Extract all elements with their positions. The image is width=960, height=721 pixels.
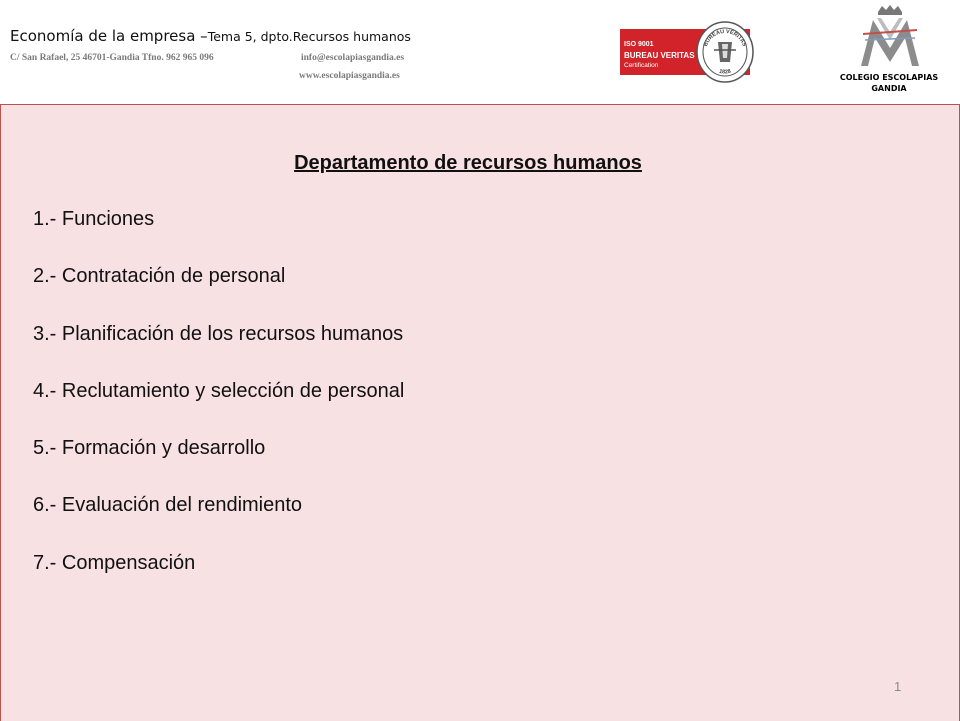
list-item: 5.- Formación y desarrollo xyxy=(33,437,266,460)
list-item: 6.- Evaluación del rendimiento xyxy=(33,494,303,517)
list-item: 3.- Planificación de los recursos humanos xyxy=(33,322,404,345)
slide-content xyxy=(0,104,960,721)
seal-year-text: 1828 xyxy=(718,68,732,76)
school-name-line1: COLEGIO ESCOLAPIAS xyxy=(839,73,939,82)
course-title: Economía de la empresa – xyxy=(10,27,208,45)
bureau-veritas-label: BUREAU VERITAS xyxy=(624,51,695,60)
school-address: C/ San Rafael, 25 46701-Gandia Tfno. 962 965 096 xyxy=(10,53,214,63)
list-item: 7.- Compensación xyxy=(33,551,196,574)
iso-label: ISO 9001 xyxy=(624,41,654,48)
page-number: 1 xyxy=(894,679,902,694)
school-name-line2: GANDIA xyxy=(871,84,907,93)
seal-top-text: BUREAU VERITAS xyxy=(702,28,748,48)
slide-title: Departamento de recursos humanos xyxy=(294,152,642,174)
list-item: 1.- Funciones xyxy=(33,208,155,230)
topics-list xyxy=(33,207,404,608)
document-header xyxy=(0,0,960,104)
list-item: 4.- Reclutamiento y selección de personal xyxy=(33,379,405,402)
list-item: 2.- Contratación de personal xyxy=(33,265,286,288)
document-title xyxy=(10,26,411,45)
bureau-veritas-logo xyxy=(620,20,750,84)
school-name xyxy=(824,72,954,94)
bureau-veritas-seal-icon xyxy=(694,20,756,84)
topic-title: Tema 5, dpto.Recursos humanos xyxy=(207,29,411,44)
school-crest-icon xyxy=(855,4,925,72)
school-email: info@escolapiasgandia.es xyxy=(301,53,405,63)
certification-label: Certification xyxy=(624,62,659,69)
school-website: www.escolapiasgandia.es xyxy=(299,71,400,81)
